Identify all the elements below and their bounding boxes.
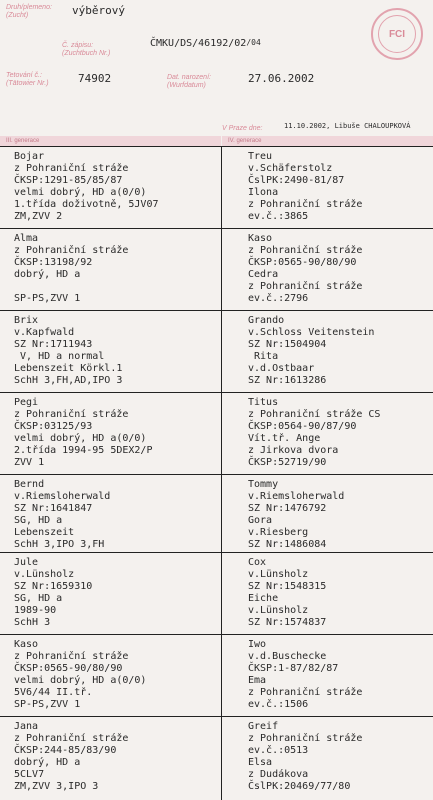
gen3-entry: Bojar z Pohraniční stráže ČKSP:1291-85/85/87 velmi dobrý, HD a(0/0) 1.třída doživotně, 5JV07 ZM,ZVV 2 — [14, 151, 159, 222]
pedigree-row — [0, 716, 433, 800]
generation-3-header: III. generace — [0, 136, 221, 146]
generation-4-header: IV. generace — [222, 136, 433, 146]
place-date-label: V Praze dne: — [222, 125, 263, 132]
gen4-entry: Kaso z Pohraniční stráže ČKSP:0565-90/80/90 Cedra z Pohraniční stráže ev.č.:2796 — [248, 233, 363, 304]
gen3-entry: Brix v.Kapfwald SZ Nr:1711943 V, HD a normal Lebenszeit Körkl.1 SchH 3,FH,AD,IPO 3 — [14, 315, 123, 386]
gen4-entry: Titus z Pohraniční stráže CS ČKSP:0564-90/87/90 Vít.tř. Ange z Jirkova dvora ČKSP:52719/90 — [248, 397, 381, 468]
gen4-entry: Iwo v.d.Buschecke ČKSP:1-87/82/87 Ema z Pohraniční stráže ev.č.:1506 — [248, 639, 363, 710]
pedigree-row — [0, 146, 433, 228]
gen3-entry: Jule v.Lünsholz SZ Nr:1659310 SG, HD a 1989-90 SchH 3 — [14, 557, 93, 628]
place-date-value: 11.10.2002, Libuše CHALOUPKOVÁ — [284, 122, 411, 130]
fci-seal-text: FCI — [378, 15, 416, 53]
breed-value: výběrový — [72, 4, 125, 17]
gen4-entry: Greif z Pohraniční stráže ev.č.:0513 Elsa z Dudákova ČslPK:20469/77/80 — [248, 721, 363, 792]
pedigree-row — [0, 634, 433, 716]
pedigree-row — [0, 552, 433, 634]
tattoo-label: Tetování č.: (Tätowier Nr.) — [6, 72, 49, 87]
birth-date-label: Dat. narození: (Wurfdatum) — [167, 74, 211, 89]
pedigree-row — [0, 310, 433, 392]
tattoo-value: 74902 — [78, 72, 112, 85]
gen3-entry: Bernd v.Riemsloherwald SZ Nr:1641847 SG, HD a Lebenszeit SchH 3,IPO 3,FH — [14, 479, 111, 550]
gen4-entry: Treu v.Schäferstolz ČslPK:2490-81/87 Ilona z Pohraniční stráže ev.č.:3865 — [248, 151, 363, 222]
registration-label: Č. zápisu: (Zuchtbuch Nr.) — [62, 42, 111, 57]
gen4-entry: Grando v.Schloss Veitenstein SZ Nr:1504904 Rita v.d.Ostbaar SZ Nr:1613286 — [248, 315, 375, 386]
gen3-entry: Pegi z Pohraniční stráže ČKSP:03125/93 velmi dobrý, HD a(0/0) 2.třída 1994-95 5DEX2/P ZVV 1 — [14, 397, 153, 468]
fci-seal — [371, 8, 423, 60]
gen3-entry: Alma z Pohraniční stráže ČKSP:13198/92 dobrý, HD a SP-PS,ZVV 1 — [14, 233, 129, 304]
birth-date-value: 27.06.2002 — [248, 72, 315, 85]
gen3-entry: Jana z Pohraniční stráže ČKSP:244-85/83/90 dobrý, HD a 5CLV7 ZM,ZVV 3,IPO 3 — [14, 721, 129, 792]
pedigree-row — [0, 228, 433, 310]
registration-value: ČMKU/$DS/46192/02^{/04}$ — [150, 38, 261, 49]
column-divider — [221, 146, 222, 800]
breed-label: Druh/plemeno: (Zucht) — [6, 4, 52, 19]
pedigree-row — [0, 392, 433, 474]
gen3-entry: Kaso z Pohraniční stráže ČKSP:0565-90/80/90 velmi dobrý, HD a(0/0) 5V6/44 II.tř. SP-PS,ZVV 1 — [14, 639, 147, 710]
gen4-entry: Tommy v.Riemsloherwald SZ Nr:1476792 Gora v.Riesberg SZ Nr:1486084 — [248, 479, 345, 550]
pedigree-row — [0, 474, 433, 552]
gen4-entry: Cox v.Lünsholz SZ Nr:1548315 Eiche v.Lünsholz SZ Nr:1574837 — [248, 557, 327, 628]
